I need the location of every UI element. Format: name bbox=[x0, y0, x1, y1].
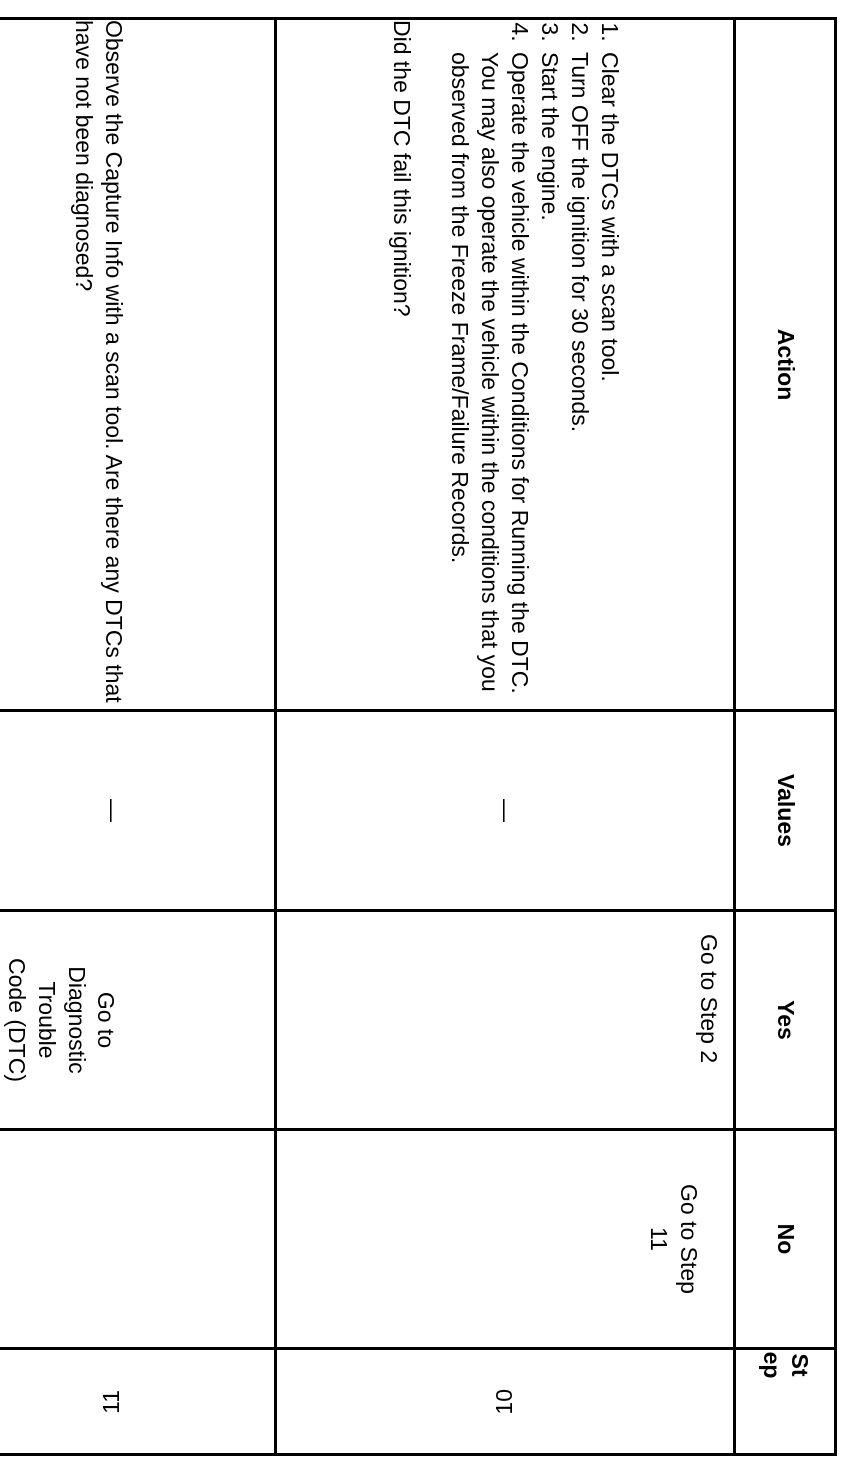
table-row bbox=[0, 19, 276, 1455]
action-steps-list bbox=[444, 20, 623, 709]
action-cell bbox=[276, 19, 735, 711]
yes-cell: Go to Step 2 bbox=[276, 911, 735, 1130]
values-cell: — bbox=[0, 711, 276, 911]
no-line: Go to Step bbox=[676, 1184, 702, 1294]
no-line: 11 bbox=[646, 1227, 673, 1251]
action-question: Observe the Capture Info with a scan tool. Are there any DTCs that have not been diagnosed? bbox=[71, 20, 128, 703]
list-item: 2. Turn OFF the ignition for 30 seconds. bbox=[564, 48, 594, 709]
step-number: 11 bbox=[98, 1389, 125, 1414]
yes-line: Trouble bbox=[33, 981, 60, 1059]
header-no: No bbox=[735, 1130, 836, 1349]
action-cell bbox=[0, 19, 276, 711]
header-step bbox=[735, 1349, 836, 1455]
no-cell bbox=[276, 1130, 735, 1349]
action-question: Did the DTC fail this ignition? bbox=[389, 20, 416, 317]
yes-line: Code (DTC) bbox=[3, 958, 30, 1082]
list-item: 3. Start the engine. bbox=[534, 48, 564, 709]
table-row bbox=[276, 19, 735, 1455]
header-step-label: St ep bbox=[759, 1351, 813, 1379]
yes-line bbox=[0, 912, 1, 1128]
list-item: 1. Clear the DTCs with a scan tool. bbox=[594, 48, 624, 709]
yes-line: Go to bbox=[93, 991, 120, 1049]
header-yes: Yes bbox=[735, 911, 836, 1130]
header-values: Values bbox=[735, 711, 836, 911]
no-cell bbox=[0, 1130, 276, 1349]
step-cell bbox=[276, 1349, 735, 1455]
yes-cell bbox=[0, 911, 276, 1130]
values-cell: — bbox=[276, 711, 735, 911]
list-item: 4. Operate the vehicle within the Conditions for Running the DTC. You may also operate the vehicle within the conditions that you observed from the Freeze Frame/Failure Records. bbox=[444, 48, 534, 709]
step-cell bbox=[0, 1349, 276, 1455]
header-row bbox=[735, 19, 836, 1455]
yes-line: Diagnostic bbox=[63, 966, 90, 1074]
diagnostic-table bbox=[0, 17, 837, 1456]
step-number: 10 bbox=[491, 1388, 518, 1415]
rotated-page bbox=[3, 17, 837, 1453]
header-action: Action bbox=[735, 19, 836, 711]
